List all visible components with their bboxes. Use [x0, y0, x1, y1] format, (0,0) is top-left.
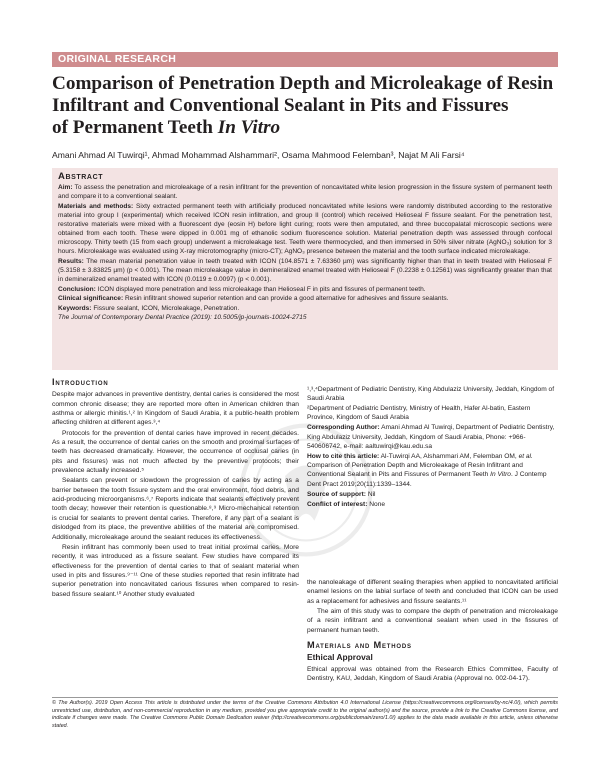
- right-paragraph-2: The aim of this study was to compare the depth of penetration and microleakage of a resin infiltrant and a conventional sealant when used in the fissures of permanent human teeth.: [307, 608, 558, 634]
- abstract-box: [52, 168, 558, 370]
- right-paragraph-1: the nanoleakage of different sealing therapies when applied to noncavitated artificial enamel lesions on the labial surface of teeth and concluded that ICON can be used as a replacement for adhesives and fissure sealants.¹¹: [307, 579, 558, 605]
- abstract-citation: The Journal of Contemporary Dental Practice (2019): 10.5005/jp-journals-10024-2715: [58, 314, 307, 322]
- source-of-support: Source of support: Nil: [307, 490, 376, 498]
- title-line-2: Infiltrant and Conventional Sealant in Pits and Fissures: [52, 95, 509, 116]
- left-column: [52, 378, 299, 600]
- abstract-heading: Abstract: [58, 171, 104, 182]
- right-column: [307, 578, 558, 684]
- abstract-methods: Materials and methods: Sixty extracted permanent teeth with artificially produced noncavitated white lesions were randomly distributed according to the restorative material into group I (experimental) which received ICON resin infiltration, and group II (control) which received Helioseal F fissure sealant. For the penetration test, restorative materials were mixed with a fluorescent dye (eosin H) before light curing; roots were then amputated, and three buccopalatal microscopic sections were obtained from each tooth. These were dipped in 0.001 mg of ethanolic sodium fluorescence solution. Material penetration depth was assessed through confocal microscopy. Thirty teeth (15 from each group) underwent a microleakage test. Teeth were thermocycled, and then immersed in 50% silver nitrate (AgNO₃) solution for 3 hours. Microleakage was evaluated using X-ray microtomography (micro-CT); AgNO₃ presence between the material and the tooth surface indicated microleakage.: [58, 202, 552, 256]
- title-line-1: Comparison of Penetration Depth and Microleakage of Resin: [52, 73, 554, 94]
- ethical-approval-heading: Ethical Approval: [307, 652, 373, 663]
- title-in-vitro: In Vitro: [217, 117, 281, 138]
- how-to-cite: How to cite this article: Al-Tuwirqi AA, Alshammari AM, Felemban OM, et al. Comparison of Penetration Depth and Microleakage of Resin Infiltrant and Conventional Sealant in Pits and Fissures of Permanent Teeth In Vitro. J Contemp Dent Pract 2019;20(11):1339–1344.: [307, 452, 547, 488]
- abstract-conclusion: Conclusion: ICON displayed more penetration and less microleakage than Helioseal F in pits and fissures of permanent teeth.: [58, 285, 426, 293]
- affiliation-2: ²Department of Pediatric Dentistry, Ministry of Health, Hafer Al-batin, Eastern Province, Kingdom of Saudi Arabia: [307, 405, 531, 422]
- abstract-aim: Aim: To assess the penetration and microleakage of a resin infiltrant for the prevention of noncavitated white lesion progression in the fissure system of permanent teeth and compare it to a conventional sealant.: [58, 184, 552, 201]
- article-type-banner: ORIGINAL RESEARCH: [52, 52, 558, 67]
- affiliation-1: ¹,³,⁴Department of Pediatric Dentistry, King Abdulaziz University, Jeddah, Kingdom of Saudi Arabia: [307, 386, 555, 403]
- materials-methods-heading: Materials and Methods: [307, 640, 412, 651]
- affiliations-block: [307, 385, 558, 509]
- license-footer: © The Author(s). 2019 Open Access This article is distributed under the terms of the Creative Commons Attribution 4.0 International License (https://creativecommons.org/licenses/by-nc/4.0/), which permits unrestricted use, distribution, and non-commercial reproduction in any medium, provided you give appropriate credit to the original author(s) and the source, provide a link to the Creative Commons license, and indicate if changes were made. The Creative Commons Public Domain Dedication waiver (http://creativecommons.org/publicdomain/zero/1.0/) applies to the data made available in this article, unless otherwise stated.: [52, 700, 558, 729]
- footer-divider: [52, 697, 558, 698]
- intro-paragraph-1: Despite major advances in preventive dentistry, dental caries is considered the most common chronic disease; they are reported more often in American children than asthma or allergic rhinitis.¹,² In Kingdom of Saudi Arabia, it a public-health problem affecting children at different ages.³,⁴: [52, 391, 299, 427]
- author-list: Amani Ahmad Al Tuwirqi¹, Ahmad Mohammad Alshammari², Osama Mahmood Felemban³, Najat M Ali Farsi⁴: [52, 150, 465, 160]
- conflict-of-interest: Conflict of interest: None: [307, 500, 386, 508]
- abstract-clinical-significance: Clinical significance: Resin infiltrant showed superior retention and can provide a good alternative for adhesives and fissure sealants.: [58, 295, 449, 303]
- abstract-keywords: Keywords: Fissure sealant, ICON, Microleakage, Penetration.: [58, 304, 240, 312]
- intro-paragraph-2: Protocols for the prevention of dental caries have improved in recent decades. As a result, the occurrence of dental caries on the smooth and proximal surfaces of teeth has decreased dramatically. However, the occurrence of occlusal caries (in pits and fissures) was not much affected by the preventive protocols; their prevalence actually increased.⁵: [52, 429, 299, 475]
- ethical-approval-text: Ethical approval was obtained from the Research Ethics Committee, Faculty of Dentistry, KAU, Jeddah, Kingdom of Saudi Arabia (Approval no. 002-04-17).: [307, 665, 558, 683]
- article-title: [52, 73, 558, 139]
- intro-paragraph-4: Resin infiltrant has commonly been used to treat initial proximal caries. More recently, it was introduced as a fissure sealant. Few studies have compared its effectiveness for the prevention of dental caries to that of sealant material when used in pits and fissures.⁹⁻¹¹ One of these studies reported that resin infiltrate had superior penetration into noncavitated carious fissures when compared to resin-based fissure sealant.¹⁰ Another study evaluated: [52, 543, 299, 598]
- introduction-heading: Introduction: [52, 377, 109, 387]
- intro-paragraph-3: Sealants can prevent or slowdown the progression of caries by acting as a barrier between the tooth fissure system and the oral environment, food debris, and acid-producing microorganisms.⁶,⁷ Reports indicate that sealants effectively prevent tooth decay; however their retention is questionable.⁸,⁹ Micro-mechanical retention is crucial for sealants to prevent dental caries. Therefore, if any part of a sealant is dislodged from its place, the preventive abilities of the material are compromised. Additionally, microleakage around the sealant reduces its effectiveness.: [52, 477, 299, 541]
- title-line-3: of Permanent Teeth: [52, 117, 218, 138]
- corresponding-author: Corresponding Author: Amani Ahmad Al Tuwirqi, Department of Pediatric Dentistry, King Abdulaziz University, Jeddah, Kingdom of Saudi Arabia, Phone: +966-540606742, e-mail: aaltuwirqi@kau.edu.sa: [307, 424, 555, 450]
- abstract-results: Results: The mean material penetration value in teeth treated with ICON (104.8571 ± 7.63360 µm) was significantly higher than that in teeth treated with Helioseal F (5.3158 ± 3.83825 µm) (p < 0.001). The mean microleakage value in demineralized enamel treated with Helioseal F (0.2238 ± 0.12561) was significantly greater than that in demineralized enamel treated with ICON (0.0119 ± 0.0097) (p < 0.001).: [58, 257, 553, 284]
